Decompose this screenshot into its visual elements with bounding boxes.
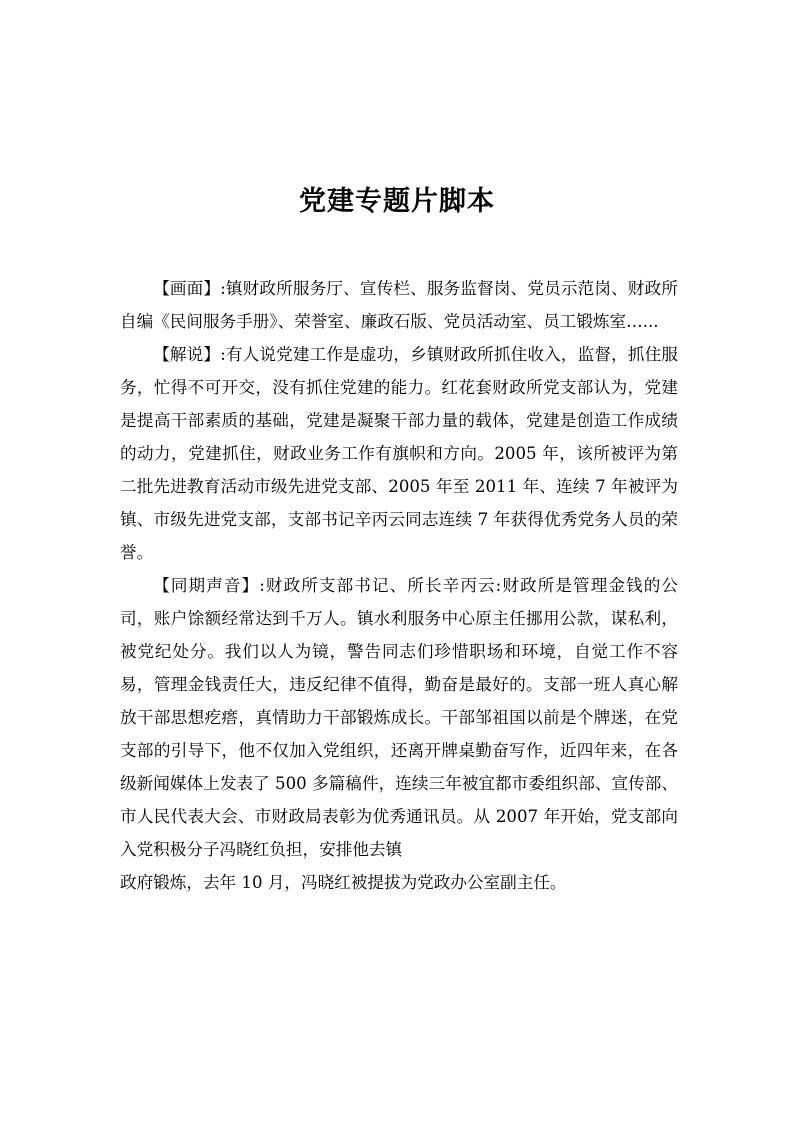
paragraph-sync-sound [120,569,678,866]
paragraph-tag: 【同期声音】 [153,576,260,595]
paragraph-tag: 【解说】 [153,345,221,364]
paragraph-scene [120,272,678,338]
document-body [120,272,678,899]
paragraph-continuation [120,866,678,899]
paragraph-text: :镇财政所服务厅、宣传栏、服务监督岗、党员示范岗、财政所自编《民间服务手册》、荣誉室、廉政石版、党员活动室、员工锻炼室…... [120,279,678,331]
paragraph-narration [120,338,678,569]
paragraph-text: :有人说党建工作是虚功，乡镇财政所抓住收入，监督，抓住服务，忙得不可开交，没有抓住党建的能力。红花套财政所党支部认为，党建是提高干部素质的基础，党建是凝聚干部力量的载体，党建是创造工作成绩的动力，党建抓住，财政业务工作有旗帜和方向。2005 年，该所被评为第二批先进教育活动市级先进党支部、2005 年至 2011 年、连续 7 年被评为镇、市级先进党支部，支部书记辛丙云同志连续 7 年获得优秀党务人员的荣誉。 [120,345,678,562]
paragraph-text: 政府锻炼，去年 10 月，冯晓红被提拔为党政办公室副主任。 [120,873,567,892]
document-title: 党建专题片脚本 [299,186,495,217]
paragraph-text: :财政所支部书记、所长辛丙云:财政所是管理金钱的公司，账户馀额经常达到千万人。镇水利服务中心原主任挪用公款，谋私利，被党纪处分。我们以人为镜，警告同志们珍惜职场和环境，自觉工作不容易，管理金钱责任大，违反纪律不值得，勤奋是最好的。支部一班人真心解放干部思想疙瘩，真情助力干部锻炼成长。干部邹祖国以前是个牌迷，在党支部的引导下，他不仅加入党组织，还离开牌桌勤奋写作，近四年来，在各级新闻媒体上发表了 500 多篇稿件，连续三年被宜都市委组织部、宣传部、市人民代表大会、市财政局表彰为优秀通讯员。从 2007 年开始，党支部向入党积极分子冯晓红负担，安排他去镇 [120,576,678,859]
paragraph-tag: 【画面】 [153,279,221,298]
